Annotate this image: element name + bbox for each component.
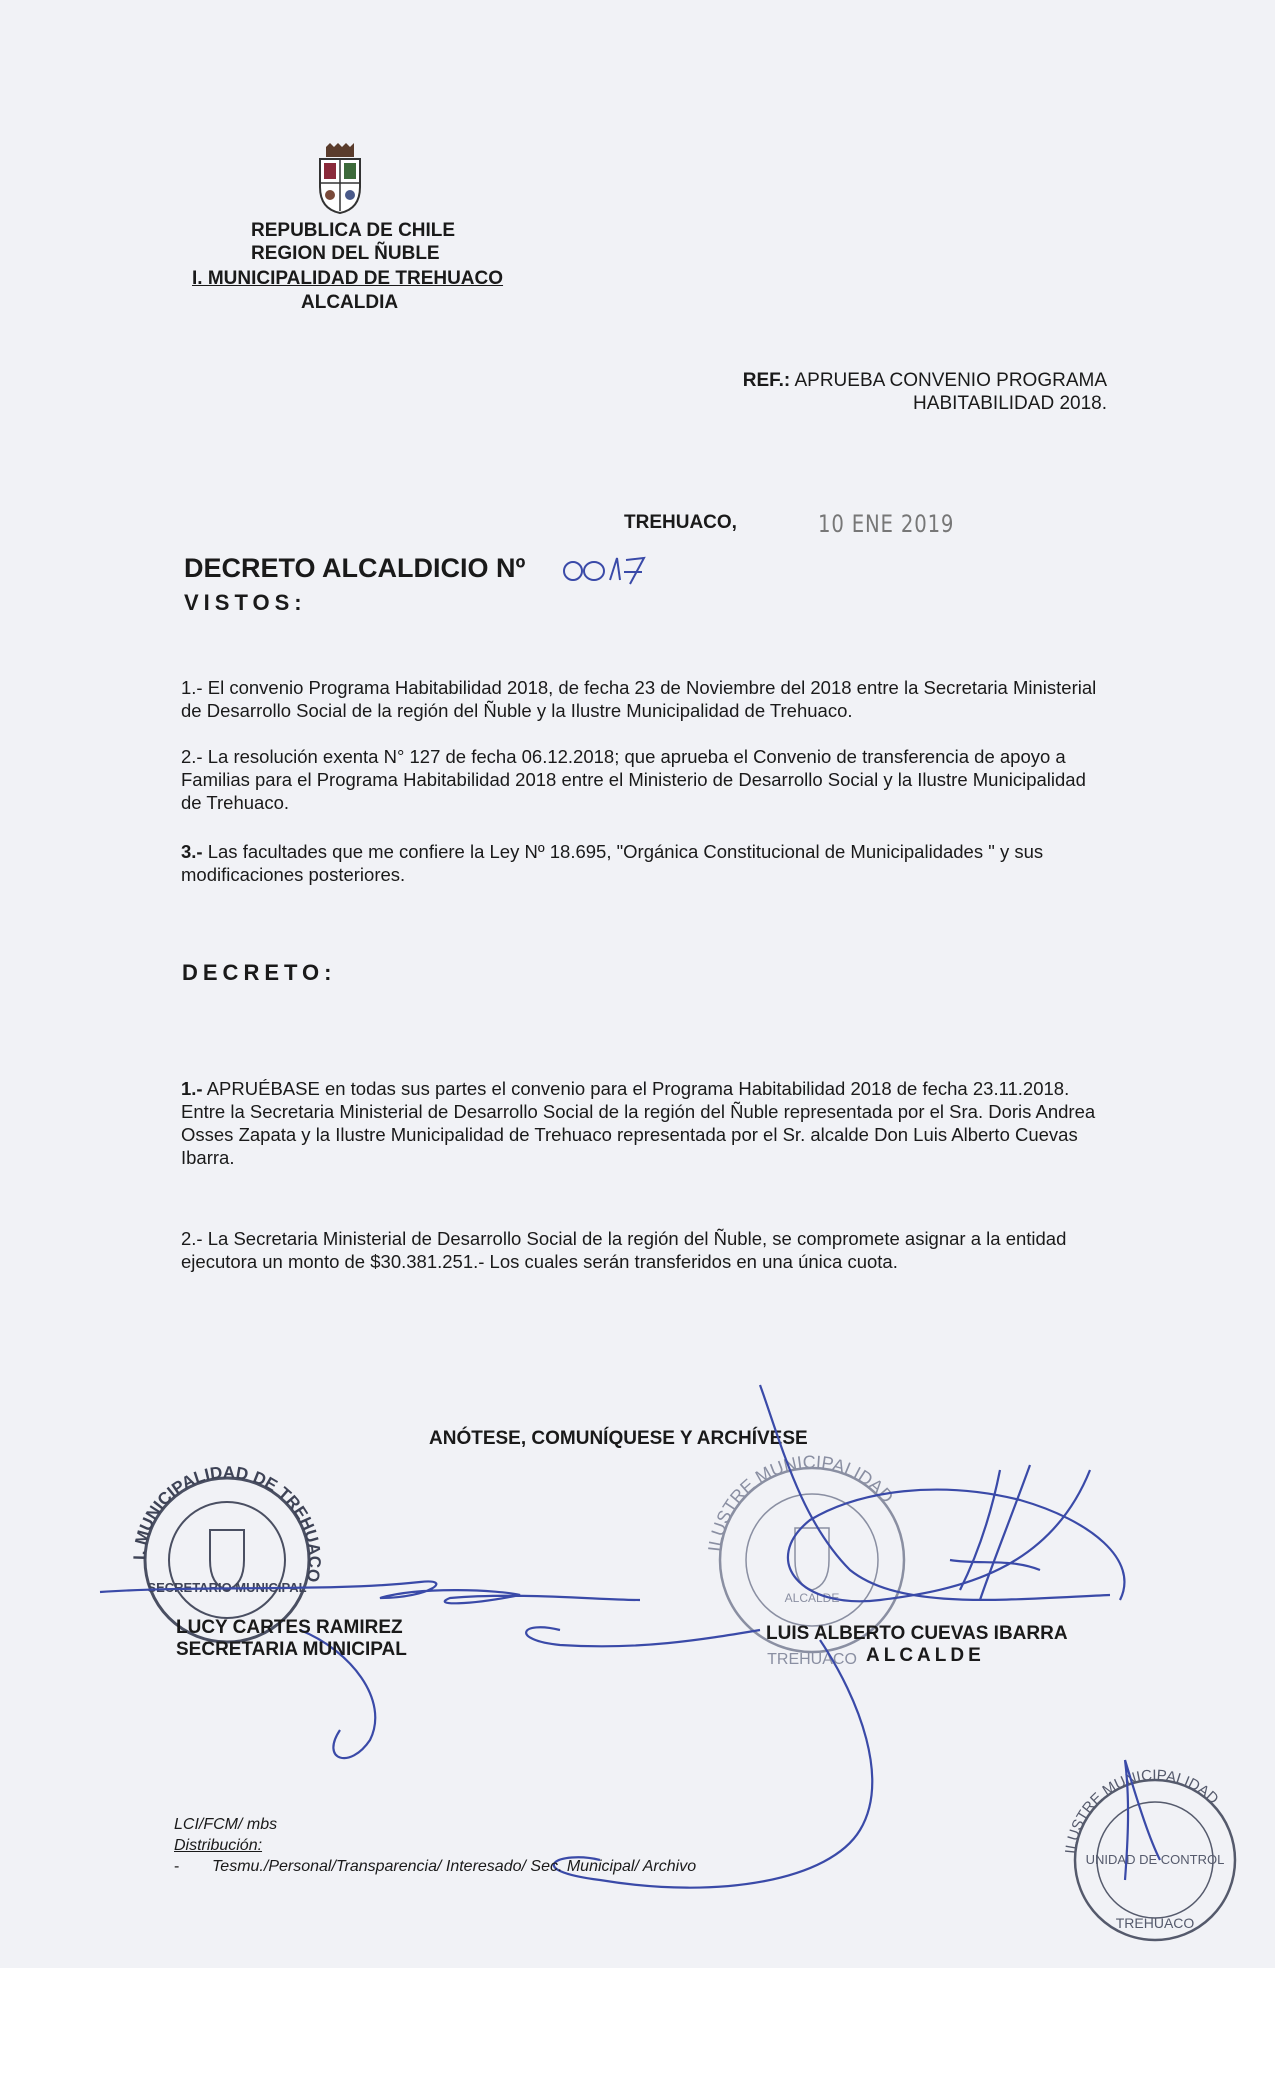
left-stamp-center-text: SECRETARIO MUNICIPAL [147, 1580, 307, 1595]
header-municipality: I. MUNICIPALIDAD DE TREHUACO [192, 268, 504, 289]
date-stamp: 10 ENE 2019 [818, 510, 955, 538]
decree-number-handwritten [560, 550, 670, 590]
decree-title: DECRETO ALCALDICIO Nº [184, 553, 526, 583]
item-text: Las facultades que me confiere la Ley Nº 18.695, "Orgánica Constitucional de Municipalidades " y sus modificaciones posteriores. [181, 841, 1044, 885]
item-number: 3.- [181, 841, 203, 862]
secretary-role: SECRETARIA MUNICIPAL [176, 1639, 407, 1660]
secretary-name: LUCY CARTES RAMIREZ [176, 1617, 403, 1638]
distribution-dash: - [174, 1858, 180, 1875]
decreto-heading: DECRETO: [182, 960, 337, 985]
footer-block [174, 1814, 696, 1877]
header-region: REGION DEL ÑUBLE [251, 243, 440, 264]
decreto-item-2 [181, 1227, 1105, 1273]
reference-block [743, 369, 1107, 415]
vistos-item-1 [181, 676, 1105, 722]
mayor-role: ALCALDE [866, 1645, 985, 1666]
left-stamp-ring-text: I. MUNICIPALIDAD DE TREHUACO [129, 1462, 325, 1584]
mayor-signature-block [766, 1623, 1068, 1667]
distribution-text: Tesmu./Personal/Transparencia/ Interesado/ Sec. Municipal/ Archivo [212, 1858, 697, 1875]
item-number: 1.- [181, 1078, 203, 1099]
vistos-heading: VISTOS: [184, 590, 307, 615]
reference-line-2: HABITABILIDAD 2018. [913, 393, 1107, 414]
mayor-stamp-center-text: ALCALDE [784, 1591, 840, 1605]
footer-initials: LCI/FCM/ mbs [174, 1816, 278, 1833]
item-text: El convenio Programa Habitabilidad 2018, de fecha 23 de Noviembre del 2018 entre la Secretaria Ministerial de Desarrollo Social de la región del Ñuble y la Ilustre Municipalidad de Trehuaco. [181, 677, 1097, 721]
coat-of-arms-icon [312, 143, 368, 215]
vistos-item-3 [181, 840, 1105, 886]
decreto-item-1 [181, 1077, 1105, 1169]
header-republic: REPUBLICA DE CHILE [251, 220, 456, 241]
distribution-list [174, 1856, 696, 1877]
control-stamp-ring-text: ILUSTRE MUNICIPALIDAD [1062, 1766, 1222, 1855]
secretary-signature-block [176, 1617, 407, 1661]
header-alcaldia: ALCALDIA [301, 292, 399, 313]
distribution-label: Distribución: [174, 1837, 263, 1854]
item-text: La resolución exenta N° 127 de fecha 06.12.2018; que aprueba el Convenio de transferencia de apoyo a Familias para el Programa Habitabilidad 2018 entre el Ministerio de Desarrollo Social y la Ilustre Municipalidad de Trehuaco. [181, 746, 1086, 813]
vistos-item-2 [181, 745, 1105, 814]
mayor-stamp-bottom-text: TREHUACO [767, 1651, 857, 1668]
control-stamp-center-text: UNIDAD DE CONTROL [1085, 1852, 1225, 1867]
item-number: 2.- [181, 1228, 203, 1249]
item-text: APRUÉBASE en todas sus partes el convenio para el Programa Habitabilidad 2018 de fecha 23.11.2018. Entre la Secretaria Ministerial de Desarrollo Social de la región del Ñuble representada por el Sra. Doris Andrea Osses Zapata y la Ilustre Municipalidad de Trehuaco representada por el Sr. alcalde Don Luis Alberto Cuevas Ibarra. [181, 1078, 1096, 1168]
place-label: TREHUACO, [624, 512, 737, 533]
closing-formula: ANÓTESE, COMUNÍQUESE Y ARCHÍVESE [429, 1428, 808, 1449]
control-stamp-bottom-text: TREHUACO [1115, 1915, 1195, 1931]
reference-label: REF.: [742, 370, 791, 391]
item-number: 2.- [181, 746, 203, 767]
control-unit-stamp [1075, 1780, 1235, 1940]
mayor-stamp-ring-text: ILUSTRE MUNICIPALIDAD [704, 1451, 898, 1553]
item-number: 1.- [181, 677, 203, 698]
reference-line-1: APRUEBA CONVENIO PROGRAMA [794, 370, 1107, 391]
item-text: La Secretaria Ministerial de Desarrollo Social de la región del Ñuble, se compromete asignar a la entidad ejecutora un monto de $30.381.251.- Los cuales serán transferidos en una única cuota. [181, 1228, 1067, 1272]
mayor-name: LUIS ALBERTO CUEVAS IBARRA [766, 1623, 1068, 1644]
